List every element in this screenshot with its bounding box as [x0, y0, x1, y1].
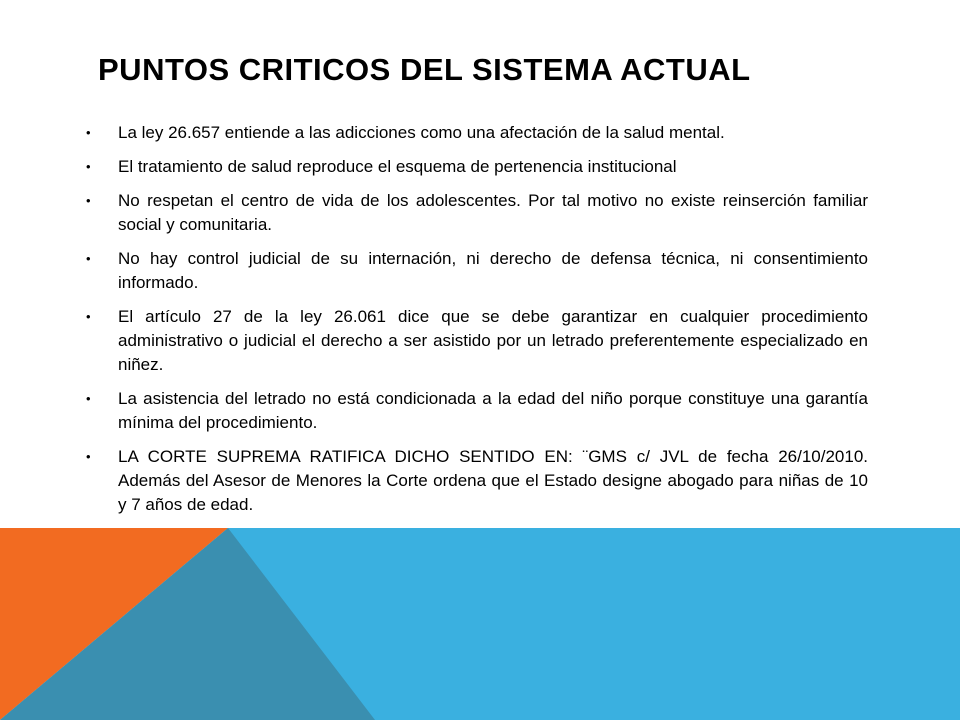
bullet-dot-icon: • [86, 193, 91, 208]
bullet-dot-icon: • [86, 125, 91, 140]
bullet-dot-icon: • [86, 309, 91, 324]
bullet-dot-icon: • [86, 391, 91, 406]
bullet-text: No respetan el centro de vida de los adolescentes. Por tal motivo no existe reinserción familiar social y comunitaria. [118, 191, 868, 234]
bullet-dot-icon: • [86, 449, 91, 464]
bullet-list [78, 121, 868, 527]
bullet-dot-icon: • [86, 159, 91, 174]
bullet-text: El artículo 27 de la ley 26.061 dice que se debe garantizar en cualquier procedimiento administrativo o judicial el derecho a ser asistido por un letrado preferentemente especializado en niñez. [118, 307, 868, 374]
slide-title: PUNTOS CRITICOS DEL SISTEMA ACTUAL [98, 52, 751, 87]
bullet-text: La ley 26.657 entiende a las adicciones como una afectación de la salud mental. [118, 123, 725, 142]
bullet-item [78, 305, 868, 377]
bullet-dot-icon: • [86, 251, 91, 266]
bullet-item [78, 121, 868, 145]
bullet-text: El tratamiento de salud reproduce el esquema de pertenencia institucional [118, 157, 677, 176]
bullet-text: No hay control judicial de su internación, ni derecho de defensa técnica, ni consentimiento informado. [118, 249, 868, 292]
bullet-text: LA CORTE SUPREMA RATIFICA DICHO SENTIDO EN: ¨GMS c/ JVL de fecha 26/10/2010. Además del Asesor de Menores la Corte ordena que el Estado designe abogado para niñas de 10 y 7 años de edad. [118, 447, 868, 514]
bullet-item [78, 445, 868, 517]
bullet-item [78, 155, 868, 179]
bullet-item [78, 189, 868, 237]
bullet-text: La asistencia del letrado no está condicionada a la edad del niño porque constituye una garantía mínima del procedimiento. [118, 389, 868, 432]
bullet-item [78, 387, 868, 435]
bullet-item [78, 247, 868, 295]
